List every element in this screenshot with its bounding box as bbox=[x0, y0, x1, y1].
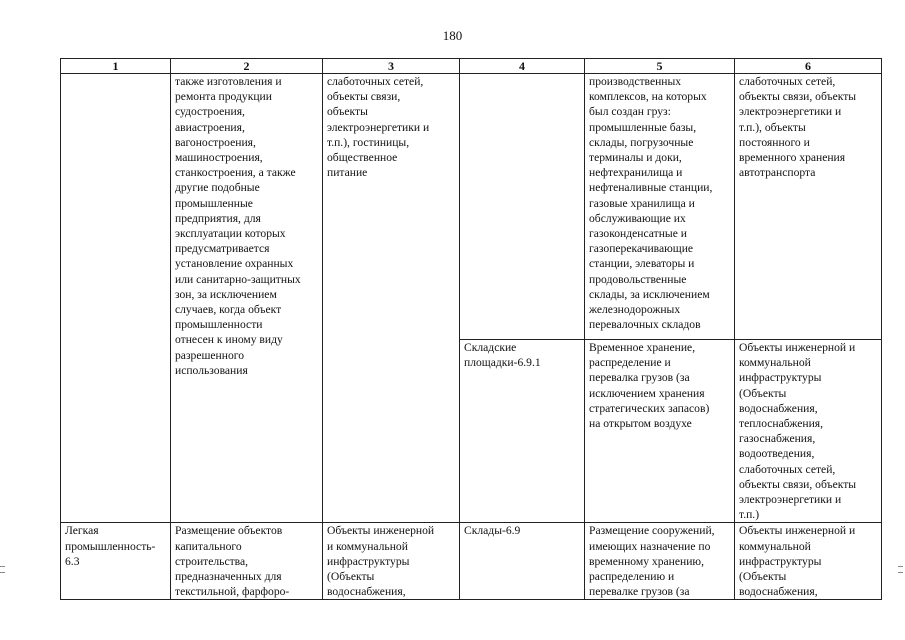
cell-continued-col2 bbox=[171, 74, 323, 523]
cell-continued-col5 bbox=[585, 74, 735, 340]
cell-storage-col5 bbox=[585, 340, 735, 523]
cell-text: Складские площадки-6.9.1 bbox=[464, 341, 541, 370]
header-row bbox=[61, 59, 882, 74]
cell-text: Легкая промышленность- 6.3 bbox=[65, 524, 156, 568]
table-row-light-industry bbox=[61, 523, 882, 600]
zoning-table bbox=[60, 58, 882, 600]
cell-light-col3 bbox=[323, 523, 460, 600]
cell-text: Размещение объектов капитального строительства, предназначенных для текстильной, фарфоро- bbox=[175, 524, 290, 599]
scan-edge-mark-right bbox=[898, 572, 903, 573]
cell-storage-col6 bbox=[735, 340, 882, 523]
table-row-continued bbox=[61, 74, 882, 340]
header-col-1: 1 bbox=[61, 59, 171, 74]
cell-text: также изготовления и ремонта продукции судостроения, авиастроения, вагоностроения, машиностроения, станкостроения, а также другие подобные промышленные предприятия, для эксплуатации которых предусматривается установление охранных или санитарно-защитных зон, за исключением случаев, когда объект промышленности отнесен к иному виду разрешенного использования bbox=[175, 75, 301, 377]
cell-text: слаботочных сетей, объекты связи, объекты электроэнергетики и т.п.), гостиницы, общественное питание bbox=[327, 75, 430, 180]
cell-text: производственных комплексов, на которых был создан груз: промышленные базы, склады, погрузочные терминалы и доки, нефтехранилища и нефтеналивные станции, газовые хранилища и обслуживающие их газоконденсатные и газоперекачивающие станции, элеваторы и продовольственные склады, за исключением железнодорожных перевалочных складов bbox=[589, 75, 713, 332]
cell-text: Склады-6.9 bbox=[464, 524, 521, 538]
cell-text: слаботочных сетей, объекты связи, объекты электроэнергетики и т.п.), объекты постоянного и временного хранения автотранспорта bbox=[739, 75, 857, 180]
cell-continued-col3 bbox=[323, 74, 460, 523]
cell-text: Временное хранение, распределение и перевалка грузов (за исключением хранения стратегических запасов) на открытом воздухе bbox=[589, 341, 710, 431]
cell-text: Объекты инженерной и коммунальной инфраструктуры (Объекты водоснабжения, bbox=[327, 524, 435, 599]
cell-light-col4 bbox=[460, 523, 585, 600]
cell-text: Объекты инженерной и коммунальной инфраструктуры (Объекты водоснабжения, bbox=[739, 524, 856, 599]
cell-text: Объекты инженерной и коммунальной инфраструктуры (Объекты водоснабжения, теплоснабжения, газоснабжения, водоотведения, слаботочных сетей, объекты связи, объекты электроэнергетики и т.п.) bbox=[739, 341, 857, 522]
cell-continued-col6 bbox=[735, 74, 882, 340]
header-col-6: 6 bbox=[735, 59, 882, 74]
header-col-4: 4 bbox=[460, 59, 585, 74]
cell-light-col2 bbox=[171, 523, 323, 600]
cell-light-col6 bbox=[735, 523, 882, 600]
cell-continued-col1 bbox=[61, 74, 171, 523]
cell-text: Размещение сооружений, имеющих назначение по временному хранению, распределению и перевалке грузов (за bbox=[589, 524, 715, 599]
header-col-5: 5 bbox=[585, 59, 735, 74]
scan-edge-mark-right bbox=[898, 566, 903, 567]
scan-edge-mark-left bbox=[0, 566, 5, 567]
cell-storage-col4 bbox=[460, 340, 585, 523]
scan-edge-mark-left bbox=[0, 572, 5, 573]
cell-light-col5 bbox=[585, 523, 735, 600]
header-col-3: 3 bbox=[323, 59, 460, 74]
cell-light-col1 bbox=[61, 523, 171, 600]
page-number: 180 bbox=[442, 28, 463, 43]
cell-continued-col4 bbox=[460, 74, 585, 340]
header-col-2: 2 bbox=[171, 59, 323, 74]
